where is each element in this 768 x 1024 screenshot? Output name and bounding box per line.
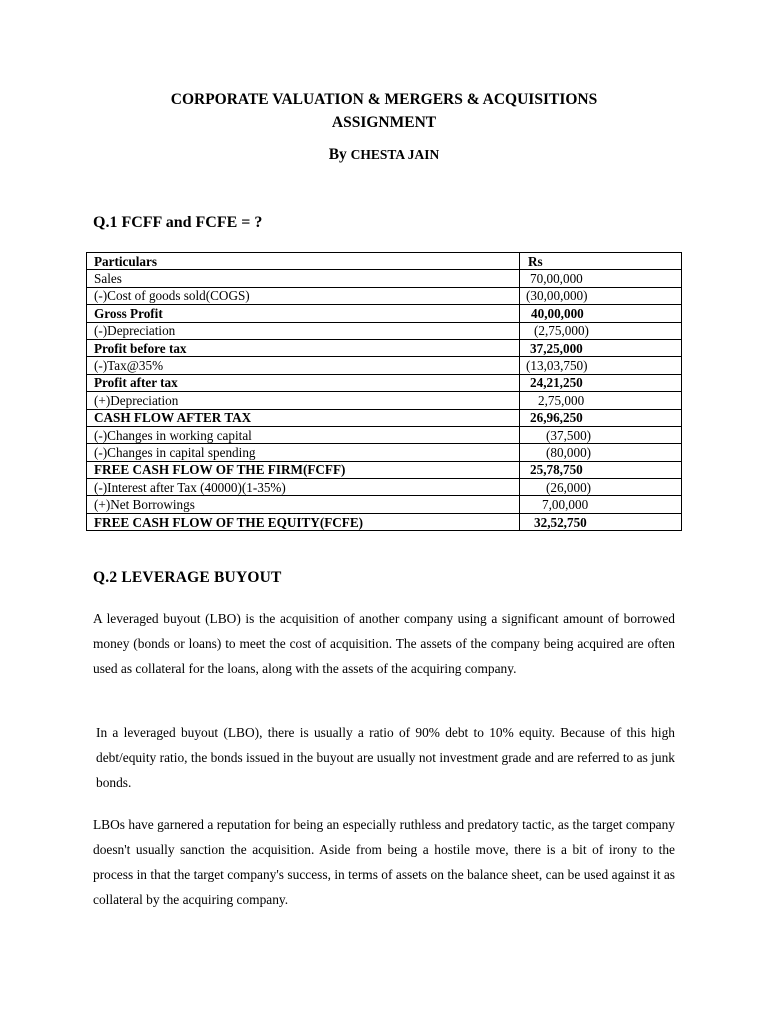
row-amount: (26,000) xyxy=(520,479,682,496)
row-amount: (30,00,000) xyxy=(520,287,682,304)
row-amount: 26,96,250 xyxy=(520,409,682,426)
table-row xyxy=(87,496,682,513)
row-particular: FREE CASH FLOW OF THE FIRM(FCFF) xyxy=(87,461,520,478)
table-row xyxy=(87,287,682,304)
document-title-line-2: ASSIGNMENT xyxy=(331,114,437,131)
row-amount: (2,75,000) xyxy=(520,322,682,339)
table-row xyxy=(87,357,682,374)
lbo-paragraph-1: A leveraged buyout (LBO) is the acquisition of another company using a significant amount of borrowed money (bonds or loans) to meet the cost of acquisition. The assets of the company being acquired are often used as collateral for the loans, along with the assets of the acquiring company. xyxy=(93,611,675,676)
row-particular: (+)Depreciation xyxy=(87,392,520,409)
lbo-paragraph-3: LBOs have garnered a reputation for being an especially ruthless and predatory tactic, as the target company doesn't usually sanction the acquisition. Aside from being a hostile move, there is a bit of irony to the process in that the target company's success, in terms of assets on the balance sheet, can be used against it as collateral by the acquiring company. xyxy=(93,817,675,907)
table-row xyxy=(87,479,682,496)
fcff-fcfe-table xyxy=(86,252,682,531)
row-particular: FREE CASH FLOW OF THE EQUITY(FCFE) xyxy=(87,513,520,530)
author-byline xyxy=(0,146,768,164)
row-particular: Sales xyxy=(87,270,520,287)
row-particular: (-)Depreciation xyxy=(87,322,520,339)
row-amount: 70,00,000 xyxy=(520,270,682,287)
row-particular: (-)Cost of goods sold(COGS) xyxy=(87,287,520,304)
table-row xyxy=(87,409,682,426)
question-1-heading: Q.1 FCFF and FCFE = ? xyxy=(93,214,263,231)
table-row xyxy=(87,392,682,409)
table-header-row xyxy=(87,253,682,270)
row-particular: Profit before tax xyxy=(87,339,520,356)
row-amount: (13,03,750) xyxy=(520,357,682,374)
by-label: By xyxy=(328,146,347,163)
table-row xyxy=(87,426,682,443)
column-header-particulars: Particulars xyxy=(87,253,520,270)
row-particular: (-)Changes in working capital xyxy=(87,426,520,443)
table-row xyxy=(87,461,682,478)
row-amount: 40,00,000 xyxy=(520,305,682,322)
row-amount: (37,500) xyxy=(520,426,682,443)
table-row xyxy=(87,513,682,530)
question-2-heading: Q.2 LEVERAGE BUYOUT xyxy=(93,569,282,586)
table-row xyxy=(87,322,682,339)
row-particular: (-)Changes in capital spending xyxy=(87,444,520,461)
row-particular: CASH FLOW AFTER TAX xyxy=(87,409,520,426)
row-amount: 2,75,000 xyxy=(520,392,682,409)
table-row xyxy=(87,339,682,356)
table-row xyxy=(87,305,682,322)
row-amount: 32,52,750 xyxy=(520,513,682,530)
row-amount: 24,21,250 xyxy=(520,374,682,391)
row-particular: (-)Interest after Tax (40000)(1-35%) xyxy=(87,479,520,496)
row-amount: 7,00,000 xyxy=(520,496,682,513)
table-row xyxy=(87,270,682,287)
row-particular: Gross Profit xyxy=(87,305,520,322)
row-amount: (80,000) xyxy=(520,444,682,461)
row-particular: (-)Tax@35% xyxy=(87,357,520,374)
column-header-amount: Rs xyxy=(520,253,682,270)
row-particular: (+)Net Borrowings xyxy=(87,496,520,513)
lbo-paragraph-2: In a leveraged buyout (LBO), there is usually a ratio of 90% debt to 10% equity. Because of this high debt/equity ratio, the bonds issued in the buyout are usually not investment grade and are referred to as junk bonds. xyxy=(96,725,675,790)
row-amount: 37,25,000 xyxy=(520,339,682,356)
row-amount: 25,78,750 xyxy=(520,461,682,478)
document-title-line-1: CORPORATE VALUATION & MERGERS & ACQUISITIONS xyxy=(170,91,598,108)
table-row xyxy=(87,444,682,461)
table-row xyxy=(87,374,682,391)
row-particular: Profit after tax xyxy=(87,374,520,391)
author-name: CHESTA JAIN xyxy=(350,147,440,162)
